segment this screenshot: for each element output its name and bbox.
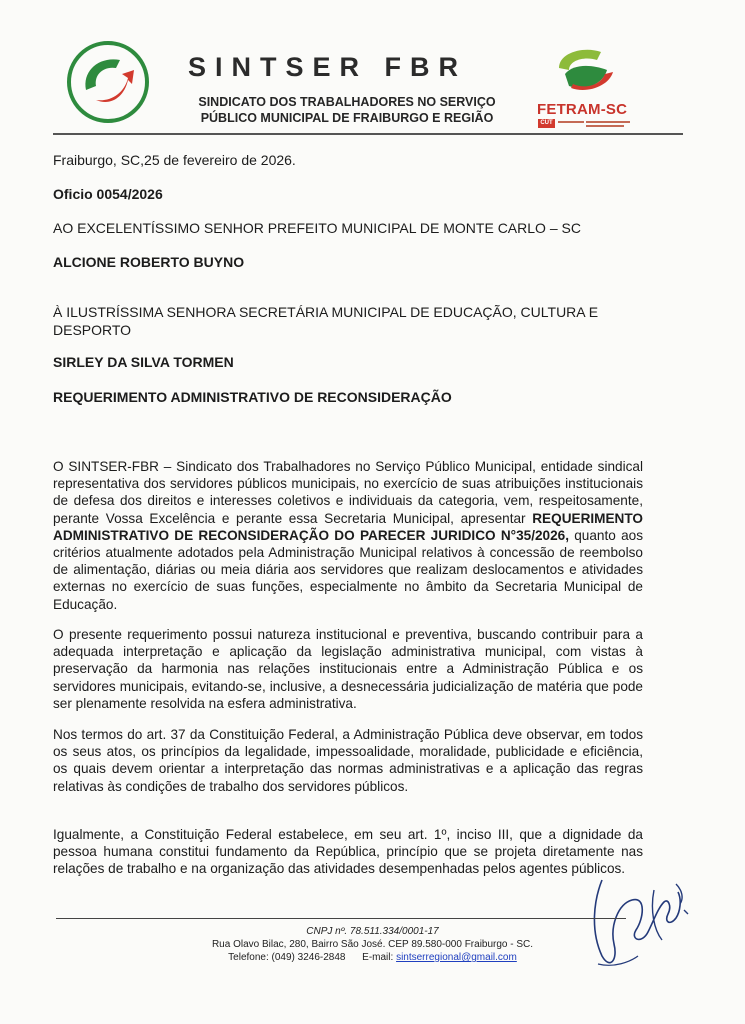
org-full-name-line1: SINDICATO DOS TRABALHADORES NO SERVIÇO: [198, 95, 496, 109]
paragraph-4: Igualmente, a Constituição Federal estabelece, em seu art. 1º, inciso III, que a dignidade da pessoa humana constitui fundamento da República, princípio que se projeta diretamente nas relações de trabalho e na organização das atividades desempenhadas pelos agentes públicos.: [53, 827, 643, 877]
recipient1-name: ALCIONE ROBERTO BUYNO: [53, 254, 245, 270]
footer-address: Rua Olavo Bilac, 280, Bairro São José. CEP 89.580-000 Fraiburgo - SC.: [211, 939, 534, 950]
org-full-name: [172, 94, 522, 126]
email-link[interactable]: sintserregional@gmail.com: [396, 952, 517, 963]
header-divider: [53, 133, 683, 135]
org-short-name: SINTSER FBR: [188, 52, 468, 82]
paragraph-1-rest: quanto aos critérios atualmente adotados pela Administração Municipal relativos à concessão de reembolso de alimentação, diárias ou meia diária aos servidores que realizam deslocamentos e atividades externas no exercício de suas funções, especialmente no âmbito da Secretaria Municipal de Educação.: [53, 527, 643, 612]
office-number: Oficio 0054/2026: [53, 186, 163, 202]
fetram-subtitle-graphic: [538, 119, 638, 131]
paragraph-1: [53, 458, 643, 613]
footer-divider: [56, 918, 626, 919]
sintser-logo: [66, 40, 150, 124]
footer-contact: [0, 952, 745, 963]
subject-line: REQUERIMENTO ADMINISTRATIVO DE RECONSIDERAÇÃO: [53, 389, 452, 405]
paragraph-2: O presente requerimento possui natureza institucional e preventiva, buscando contribuir para a adequada interpretação e aplicação da legislação administrativa municipal, com vistas à preservação da harmonia nas relações institucionais entre a Administração Pública e os servidores municipais, evitando-se, inclusive, a desnecessária judicialização de matéria que pode ser plenamente resolvida na esfera administrativa.: [53, 627, 643, 711]
fetram-logo: [551, 44, 619, 96]
cut-badge: CUT: [538, 119, 555, 128]
phone-number: (049) 3246-2848: [271, 952, 346, 963]
phone-label: Telefone:: [228, 952, 269, 963]
paragraph-3: Nos termos do art. 37 da Constituição Federal, a Administração Pública deve observar, em todos os seus atos, os princípios da legalidade, impessoalidade, moralidade, publicidade e eficiência, os quais devem orientar a interpretação das normas administrativas e a aplicação das regras relativas às condições de trabalho dos servidores públicos.: [53, 727, 643, 794]
recipient2-name: SIRLEY DA SILVA TORMEN: [53, 354, 234, 370]
recipient2-title: À ILUSTRÍSSIMA SENHORA SECRETÁRIA MUNICIPAL DE EDUCAÇÃO, CULTURA E DESPORTO: [53, 304, 599, 338]
paragraph-1-bold: REQUERIMENTO ADMINISTRATIVO DE RECONSIDERAÇÃO DO PARECER JURIDICO N°35/2026,: [53, 510, 644, 543]
email-label: E-mail:: [362, 952, 394, 963]
recipient1-title: AO EXCELENTÍSSIMO SENHOR PREFEITO MUNICIPAL DE MONTE CARLO – SC: [53, 220, 581, 236]
fetram-name: FETRAM-SC: [537, 101, 628, 118]
paragraph-1-intro: O SINTSER-FBR – Sindicato dos Trabalhadores no Serviço Público Municipal, entidade sindical representativa dos servidores públicos municipais, no exercício de suas atribuições institucionais de defesa dos direitos e interesses coletivos e individuais da categoria, vem, respeitosamente, perante Vossa Excelência e perante essa Secretaria Municipal, apresentar: [53, 459, 643, 526]
footer-cnpj: CNPJ nº. 78.511.334/0001-17: [306, 926, 439, 937]
org-full-name-line2: PÚBLICO MUNICIPAL DE FRAIBURGO E REGIÃO: [200, 111, 494, 125]
letter-date: Fraiburgo, SC,25 de fevereiro de 2026.: [53, 152, 296, 168]
